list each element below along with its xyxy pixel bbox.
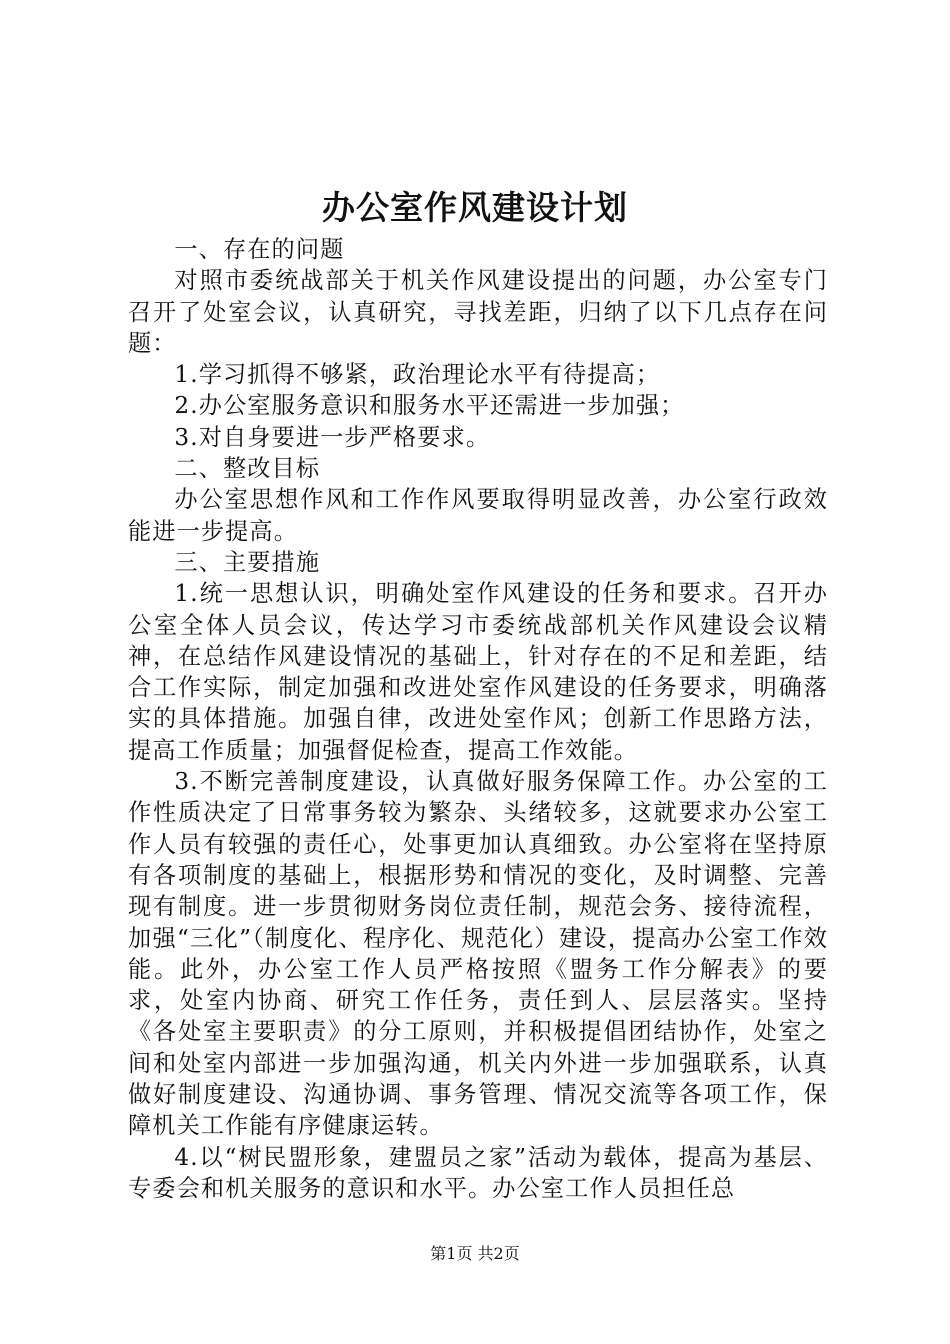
paragraph: 4.以“树民盟形象，建盟员之家”活动为载体，提高为基层、专委会和机关服务的意识和水平。办公室工作人员担任总 bbox=[128, 1143, 828, 1202]
document-title: 办公室作风建设计划 bbox=[322, 188, 628, 227]
paragraph: 1.统一思想认识，明确处室作风建设的任务和要求。召开办公室全体人员会议，传达学习市委统战部机关作风建设会议精神，在总结作风建设情况的基础上，针对存在的不足和差距，结合工作实际，制定加强和改进处室作风建设的任务要求，明确落实的具体措施。加强自律，改进处室作风；创新工作思路方法，提高工作质量；加强督促检查，提高工作效能。 bbox=[128, 580, 828, 764]
paragraph: 办公室思想作风和工作作风要取得明显改善，办公室行政效能进一步提高。 bbox=[128, 486, 828, 545]
paragraph: 3.不断完善制度建设，认真做好服务保障工作。办公室的工作性质决定了日常事务较为繁杂、头绪较多，这就要求办公室工作人员有较强的责任心，处事更加认真细致。办公室将在坚持原有各项制度的基础上，根据形势和情况的变化，及时调整、完善现有制度。进一步贯彻财务岗位责任制，规范会务、接待流程，加强“三化”（制度化、程序化、规范化）建设，提高办公室工作效能。此外，办公室工作人员严格按照《盟务工作分解表》的要求，处室内协商、研究工作任务，责任到人、层层落实。坚持《各处室主要职责》的分工原则，并积极提倡团结协作，处室之间和处室内部进一步加强沟通，机关内外进一步加强联系，认真做好制度建设、沟通协调、事务管理、情况交流等各项工作，保障机关工作能有序健康运转。 bbox=[128, 768, 828, 1140]
paragraph: 对照市委统战部关于机关作风建设提出的问题，办公室专门召开了处室会议，认真研究，寻找差距，归纳了以下几点存在问题： bbox=[128, 267, 828, 357]
list-item: 2.办公室服务意识和服务水平还需进一步加强； bbox=[174, 392, 685, 420]
section-heading: 一、存在的问题 bbox=[174, 236, 345, 263]
section-heading: 三、主要措施 bbox=[174, 548, 321, 576]
list-item: 1.学习抓得不够紧，政治理论水平有待提高； bbox=[174, 361, 661, 389]
document-body bbox=[128, 234, 828, 1204]
list-item: 3.对自身要进一步严格要求。 bbox=[174, 423, 491, 451]
section-heading: 二、整改目标 bbox=[174, 455, 321, 483]
page-footer: 第1页 共2页 bbox=[430, 1244, 520, 1263]
